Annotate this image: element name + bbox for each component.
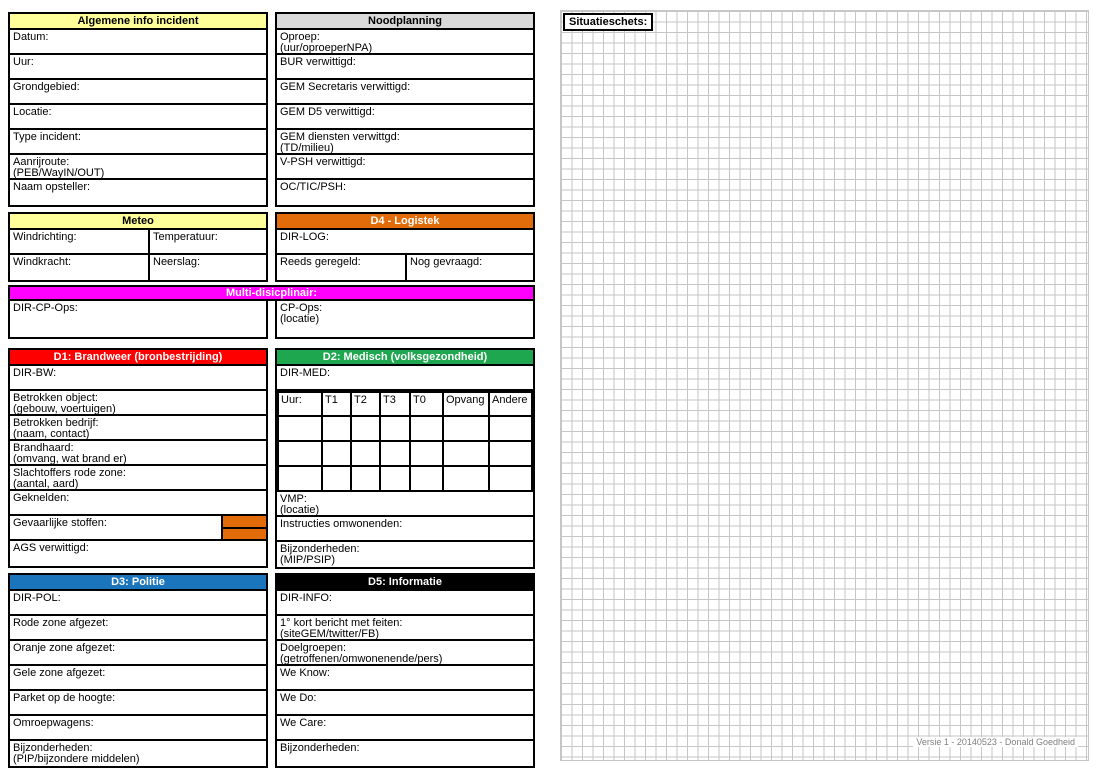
field-label: Aanrijroute:	[13, 156, 70, 168]
triage-col-t2: T2	[351, 392, 380, 416]
field-label: Doelgroepen:	[280, 642, 347, 654]
logistiek-row	[277, 255, 533, 280]
field-gem-secretaris[interactable]	[277, 80, 533, 105]
hazard-cell-bottom[interactable]	[223, 529, 266, 540]
field-dir-log[interactable]	[277, 230, 533, 255]
triage-col-opvang: Opvang	[443, 392, 489, 416]
triage-cell[interactable]	[489, 441, 532, 466]
triage-cell[interactable]	[443, 441, 489, 466]
meteo-temperatuur[interactable]	[148, 230, 266, 253]
meteo-neerslag[interactable]	[148, 255, 266, 280]
section-title-d4: D4 - Logistek	[277, 214, 533, 230]
field-geknelden[interactable]	[10, 491, 266, 516]
field-label: Locatie:	[13, 106, 52, 118]
section-d1-brandweer	[8, 348, 268, 568]
triage-cell[interactable]	[351, 466, 380, 491]
field-label: AGS verwittigd:	[13, 542, 89, 554]
field-nog-gevraagd[interactable]	[405, 255, 533, 280]
section-title-d2: D2: Medisch (volksgezondheid)	[277, 350, 533, 366]
field-label: Naam opsteller:	[13, 181, 91, 193]
field-label: Brandhaard:	[13, 442, 74, 454]
triage-cell[interactable]	[443, 466, 489, 491]
field-label: VMP:	[280, 493, 307, 505]
triage-cell[interactable]	[489, 466, 532, 491]
field-sublabel: (PIP/bijzondere middelen)	[13, 753, 140, 765]
field-sublabel: (MIP/PSIP)	[280, 554, 336, 566]
section-meteo	[8, 212, 268, 282]
field-oproep[interactable]	[277, 30, 533, 55]
triage-col-t0: T0	[410, 392, 443, 416]
field-label: Betrokken bedrijf:	[13, 417, 99, 429]
field-label: Gele zone afgezet:	[13, 667, 106, 679]
field-naam-opsteller[interactable]	[10, 180, 266, 205]
field-label: Bijzonderheden:	[280, 543, 360, 555]
field-label: Uur:	[13, 56, 34, 68]
hazard-cells	[221, 516, 266, 539]
triage-row	[278, 466, 532, 491]
field-sublabel: (locatie)	[280, 313, 320, 325]
triage-col-andere: Andere	[489, 392, 532, 416]
section-d3-politie	[8, 573, 268, 768]
field-label: GEM D5 verwittigd:	[280, 106, 375, 118]
triage-cell[interactable]	[322, 441, 351, 466]
field-reeds-geregeld[interactable]	[277, 255, 405, 280]
field-bur-verwittigd[interactable]	[277, 55, 533, 80]
triage-cell[interactable]	[410, 441, 443, 466]
field-label: DIR-POL:	[13, 592, 61, 604]
field-ags-verwittigd[interactable]	[10, 541, 266, 566]
field-label: GEM diensten verwittgd:	[280, 131, 400, 143]
field-sublabel: (naam, contact)	[13, 428, 90, 440]
field-sublabel: (getroffenen/omwonenende/pers)	[280, 653, 443, 665]
field-label: Rode zone afgezet:	[13, 617, 109, 629]
field-oc-tic-psh[interactable]	[277, 180, 533, 205]
section-title-algemene: Algemene info incident	[10, 14, 266, 30]
triage-col-t3: T3	[380, 392, 410, 416]
field-dir-bw[interactable]	[10, 366, 266, 391]
triage-header-row	[278, 392, 532, 416]
field-sublabel: (TD/milieu)	[280, 142, 334, 154]
field-datum[interactable]	[10, 30, 266, 55]
triage-cell[interactable]	[380, 441, 410, 466]
field-label: We Care:	[280, 717, 327, 729]
field-dir-info[interactable]	[277, 591, 533, 616]
section-title-d1: D1: Brandweer (bronbestrijding)	[10, 350, 266, 366]
field-label: OC/TIC/PSH:	[280, 181, 347, 193]
field-grondgebied[interactable]	[10, 80, 266, 105]
field-we-care[interactable]	[277, 716, 533, 741]
field-label: Gevaarlijke stoffen:	[13, 517, 107, 529]
field-label: Type incident:	[13, 131, 81, 143]
field-label: DIR-CP-Ops:	[13, 302, 78, 314]
field-type-incident[interactable]	[10, 130, 266, 155]
section-d5-informatie	[275, 573, 535, 768]
field-label: Bijzonderheden:	[280, 742, 360, 754]
triage-cell[interactable]	[410, 416, 443, 441]
field-label: DIR-BW:	[13, 367, 57, 379]
field-label: We Do:	[280, 692, 317, 704]
field-instructies-omwonenden[interactable]	[277, 517, 533, 542]
field-sublabel: (siteGEM/twitter/FB)	[280, 628, 380, 640]
field-omroepwagens[interactable]	[10, 716, 266, 741]
meteo-row-2	[10, 255, 266, 280]
field-gem-d5[interactable]	[277, 105, 533, 130]
section-title-meteo: Meteo	[10, 214, 266, 230]
triage-cell[interactable]	[380, 466, 410, 491]
field-label: V-PSH verwittigd:	[280, 156, 366, 168]
field-sublabel: (gebouw, voertuigen)	[13, 403, 116, 415]
hazard-cell-top[interactable]	[223, 516, 266, 529]
field-label: BUR verwittigd:	[280, 56, 356, 68]
situatieschets-label: Situatieschets:	[563, 13, 653, 31]
field-uur[interactable]	[10, 55, 266, 80]
field-label: Neerslag:	[153, 256, 201, 268]
field-label: Slachtoffers rode zone:	[13, 467, 126, 479]
field-sublabel: (uur/oproeperNPA)	[280, 42, 373, 54]
field-label: Geknelden:	[13, 492, 70, 504]
triage-col-t1: T1	[322, 392, 351, 416]
field-sublabel: (omvang, wat brand er)	[13, 453, 127, 465]
field-label: Datum:	[13, 31, 49, 43]
triage-cell[interactable]	[278, 416, 322, 441]
field-doelgroepen[interactable]	[277, 641, 533, 666]
field-label: Grondgebied:	[13, 81, 80, 93]
triage-cell[interactable]	[380, 416, 410, 441]
field-label: Temperatuur:	[153, 231, 218, 243]
section-title-noodplanning: Noodplanning	[277, 14, 533, 30]
section-d4-logistiek	[275, 212, 535, 282]
multidisc-header: Multi-disicplinair:	[8, 285, 535, 301]
field-label: Betrokken object:	[13, 392, 98, 404]
field-label: Oranje zone afgezet:	[13, 642, 116, 654]
field-bijzonderheden-politie[interactable]	[10, 741, 266, 766]
section-algemene-info	[8, 12, 268, 207]
field-cp-ops[interactable]	[275, 299, 535, 339]
situatieschets-grid[interactable]	[560, 10, 1089, 761]
field-gele-zone[interactable]	[10, 666, 266, 691]
triage-table	[277, 391, 533, 492]
triage-cell[interactable]	[322, 466, 351, 491]
triage-cell[interactable]	[278, 466, 322, 491]
field-bijzonderheden-info[interactable]	[277, 741, 533, 766]
field-oranje-zone[interactable]	[10, 641, 266, 666]
field-label: DIR-MED:	[280, 367, 331, 379]
triage-row	[278, 416, 532, 441]
field-label: Reeds geregeld:	[280, 256, 361, 268]
field-we-do[interactable]	[277, 691, 533, 716]
triage-cell[interactable]	[410, 466, 443, 491]
field-label: DIR-LOG:	[280, 231, 329, 243]
field-label: Nog gevraagd:	[410, 256, 483, 268]
meteo-windrichting[interactable]	[10, 230, 148, 253]
section-title-d3: D3: Politie	[10, 575, 266, 591]
triage-cell[interactable]	[351, 416, 380, 441]
field-bijzonderheden-medisch[interactable]	[277, 542, 533, 567]
triage-row	[278, 441, 532, 466]
field-label: CP-Ops:	[280, 302, 323, 314]
field-betrokken-object[interactable]	[10, 391, 266, 416]
field-brandhaard[interactable]	[10, 441, 266, 466]
field-locatie[interactable]	[10, 105, 266, 130]
field-we-know[interactable]	[277, 666, 533, 691]
field-label: Parket op de hoogte:	[13, 692, 116, 704]
field-label: GEM Secretaris verwittigd:	[280, 81, 411, 93]
triage-cell[interactable]	[322, 416, 351, 441]
triage-cell[interactable]	[351, 441, 380, 466]
field-label: Windkracht:	[13, 256, 72, 268]
triage-cell[interactable]	[278, 441, 322, 466]
field-gem-diensten[interactable]	[277, 130, 533, 155]
field-sublabel: (aantal, aard)	[13, 478, 79, 490]
field-label: Omroepwagens:	[13, 717, 94, 729]
field-label: Bijzonderheden:	[13, 742, 93, 754]
field-rode-zone[interactable]	[10, 616, 266, 641]
field-label: Windrichting:	[13, 231, 77, 243]
field-sublabel: (locatie)	[280, 504, 320, 516]
field-sublabel: (PEB/WayIN/OUT)	[13, 167, 105, 179]
field-label: Instructies omwonenden:	[280, 518, 403, 530]
field-label: Oproep:	[280, 31, 320, 43]
meteo-windkracht[interactable]	[10, 255, 148, 280]
triage-cell[interactable]	[443, 416, 489, 441]
section-title-d5: D5: Informatie	[277, 575, 533, 591]
field-v-psh[interactable]	[277, 155, 533, 180]
field-eerste-bericht[interactable]	[277, 616, 533, 641]
section-noodplanning	[275, 12, 535, 207]
field-label: 1° kort bericht met feiten:	[280, 617, 403, 629]
field-label: We Know:	[280, 667, 330, 679]
field-aanrijroute[interactable]	[10, 155, 266, 180]
field-slachtoffers-rode-zone[interactable]	[10, 466, 266, 491]
field-vmp[interactable]	[277, 492, 533, 517]
field-label: DIR-INFO:	[280, 592, 332, 604]
field-dir-pol[interactable]	[10, 591, 266, 616]
triage-col-uur: Uur:	[278, 392, 322, 416]
field-betrokken-bedrijf[interactable]	[10, 416, 266, 441]
section-d2-medisch	[275, 348, 535, 569]
field-gevaarlijke-stoffen[interactable]	[10, 516, 266, 541]
field-parket[interactable]	[10, 691, 266, 716]
meteo-row-1	[10, 230, 266, 255]
version-footer: Versie 1 - 20140523 - Donald Goedheid	[913, 737, 1078, 747]
field-dir-med[interactable]	[277, 366, 533, 391]
triage-cell[interactable]	[489, 416, 532, 441]
field-dir-cp-ops[interactable]	[8, 299, 268, 339]
